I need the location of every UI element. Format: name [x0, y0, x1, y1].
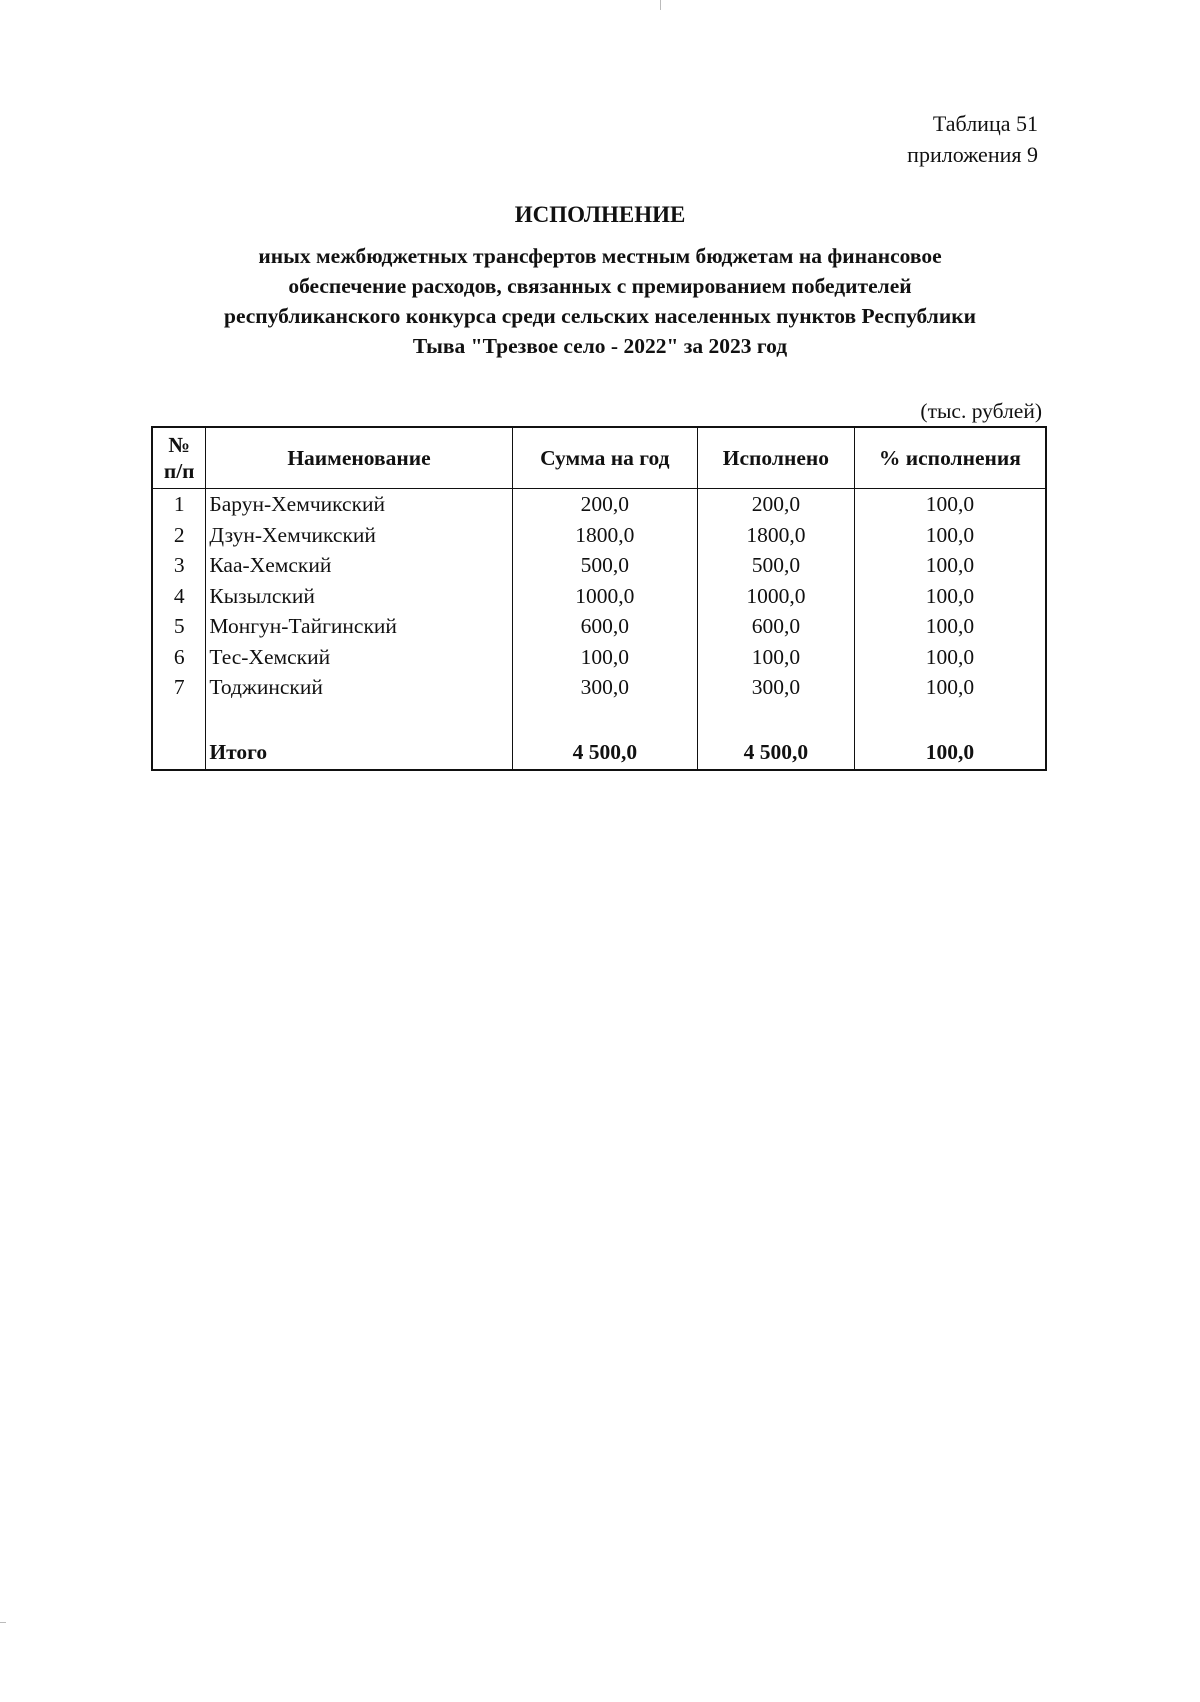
- total-label: Итого: [206, 735, 512, 770]
- row-sum: 1800,0: [512, 520, 697, 551]
- total-done: 4 500,0: [698, 735, 855, 770]
- subtitle-line: республиканского конкурса среди сельских населенных пунктов Республики: [223, 304, 977, 328]
- row-sum: 100,0: [512, 642, 697, 673]
- row-percent: 100,0: [854, 672, 1046, 703]
- subtitle-line: обеспечение расходов, связанных с премированием победителей: [288, 274, 912, 298]
- table-row: [152, 672, 1046, 703]
- row-percent: 100,0: [854, 611, 1046, 642]
- row-number: 6: [152, 642, 206, 673]
- execution-table: [151, 426, 1047, 771]
- row-done: 600,0: [698, 611, 855, 642]
- row-sum: 300,0: [512, 672, 697, 703]
- row-name: Кызылский: [206, 581, 512, 612]
- row-percent: 100,0: [854, 489, 1046, 520]
- row-name: Каа-Хемский: [206, 550, 512, 581]
- table-reference: [907, 108, 1038, 170]
- row-done: 300,0: [698, 672, 855, 703]
- document-title: ИСПОЛНЕНИЕ: [514, 202, 686, 227]
- appendix-label: приложения 9: [907, 142, 1038, 167]
- row-sum: 200,0: [512, 489, 697, 520]
- document-subtitle: [150, 241, 1050, 361]
- row-percent: 100,0: [854, 581, 1046, 612]
- row-done: 200,0: [698, 489, 855, 520]
- row-done: 100,0: [698, 642, 855, 673]
- column-header-number-sign: №: [168, 433, 190, 457]
- row-number: 2: [152, 520, 206, 551]
- row-name: Тоджинский: [206, 672, 512, 703]
- row-name: Дзун-Хемчикский: [206, 520, 512, 551]
- row-number: 4: [152, 581, 206, 612]
- table-row: [152, 520, 1046, 551]
- total-percent: 100,0: [854, 735, 1046, 770]
- row-done: 500,0: [698, 550, 855, 581]
- table-spacer-row: [152, 703, 1046, 735]
- spacer-cell: [854, 703, 1046, 735]
- table-header-row: [152, 427, 1046, 489]
- total-number-cell: [152, 735, 206, 770]
- table-row: [152, 550, 1046, 581]
- row-number: 3: [152, 550, 206, 581]
- column-header-percent: % исполнения: [854, 427, 1046, 489]
- row-name: Тес-Хемский: [206, 642, 512, 673]
- total-sum: 4 500,0: [512, 735, 697, 770]
- row-done: 1800,0: [698, 520, 855, 551]
- row-percent: 100,0: [854, 550, 1046, 581]
- table-row: [152, 489, 1046, 520]
- table-row: [152, 611, 1046, 642]
- table-number-label: Таблица 51: [932, 111, 1038, 136]
- spacer-cell: [206, 703, 512, 735]
- row-sum: 600,0: [512, 611, 697, 642]
- row-name: Монгун-Тайгинский: [206, 611, 512, 642]
- column-header-name: Наименование: [206, 427, 512, 489]
- column-header-sum: Сумма на год: [512, 427, 697, 489]
- row-number: 5: [152, 611, 206, 642]
- column-header-number-abbr: п/п: [163, 459, 195, 483]
- column-header-done: Исполнено: [698, 427, 855, 489]
- row-number: 1: [152, 489, 206, 520]
- subtitle-line: Тыва "Трезвое село - 2022" за 2023 год: [412, 334, 788, 358]
- subtitle-line: иных межбюджетных трансфертов местным бюджетам на финансовое: [258, 244, 942, 268]
- row-percent: 100,0: [854, 520, 1046, 551]
- row-percent: 100,0: [854, 642, 1046, 673]
- scan-artifact: [0, 1622, 6, 1623]
- scan-artifact: [660, 0, 661, 10]
- spacer-cell: [698, 703, 855, 735]
- row-done: 1000,0: [698, 581, 855, 612]
- row-number: 7: [152, 672, 206, 703]
- table-row: [152, 642, 1046, 673]
- row-sum: 1000,0: [512, 581, 697, 612]
- column-header-number: [152, 427, 206, 489]
- row-name: Барун-Хемчикский: [206, 489, 512, 520]
- table-total-row: [152, 735, 1046, 770]
- spacer-cell: [512, 703, 697, 735]
- spacer-cell: [152, 703, 206, 735]
- row-sum: 500,0: [512, 550, 697, 581]
- table-row: [152, 581, 1046, 612]
- units-note: (тыс. рублей): [920, 399, 1042, 423]
